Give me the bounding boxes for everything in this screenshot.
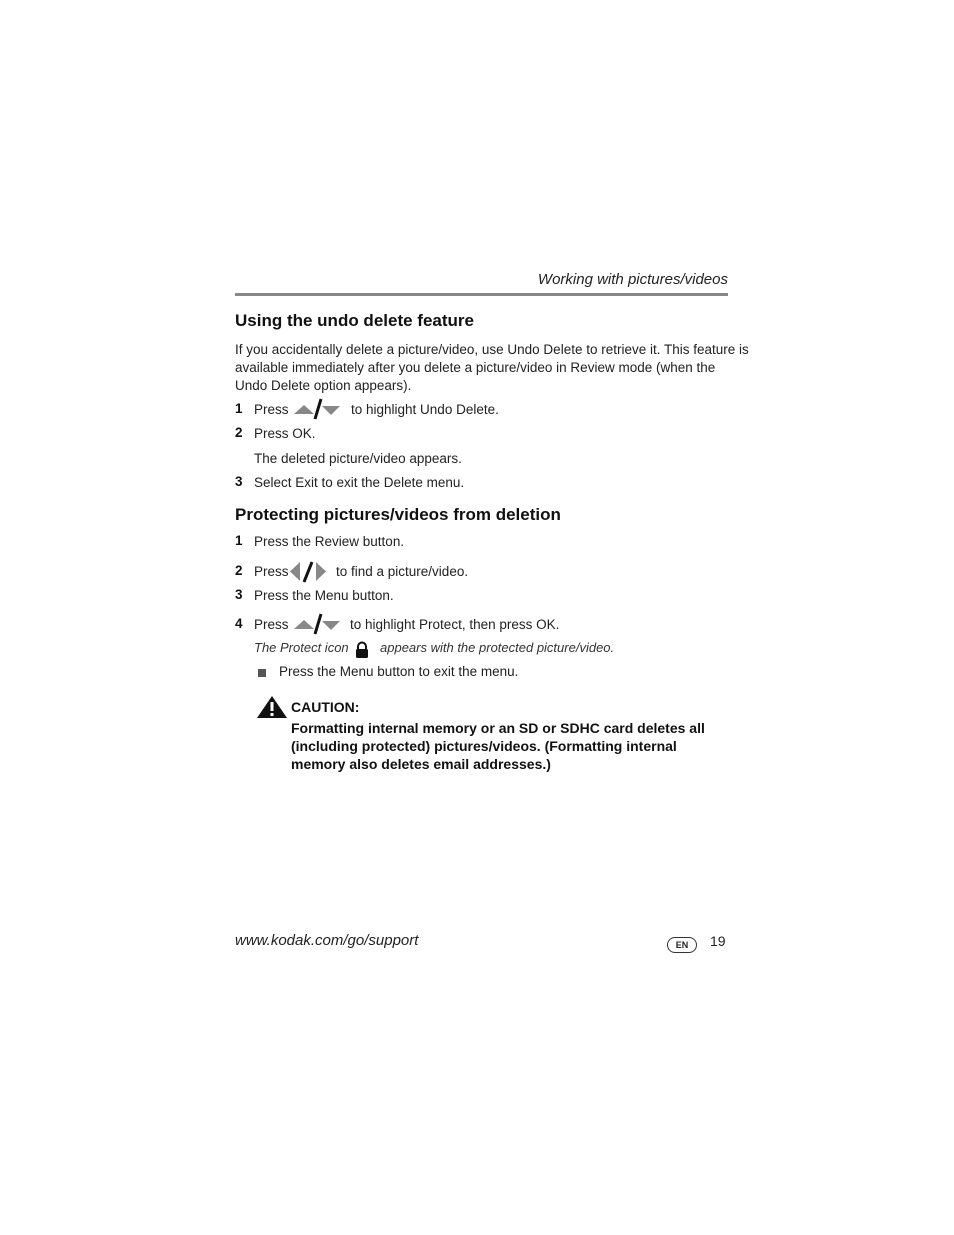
step-text: to highlight Protect, then press OK. — [350, 617, 560, 632]
step-text: Press the Review button. — [254, 534, 405, 549]
page-number: 19 — [710, 933, 726, 949]
caution-line: (including protected) pictures/videos. (Formatting internal — [291, 738, 677, 754]
step-number: 3 — [235, 474, 243, 489]
step-text: Select Exit to exit the Delete menu. — [254, 475, 465, 490]
support-url-link[interactable]: www.kodak.com/go/support — [235, 932, 419, 949]
intro-line: Undo Delete option appears). — [235, 378, 412, 393]
bullet-marker — [258, 669, 266, 677]
protect-note-suffix: appears with the protected picture/video. — [380, 640, 615, 655]
intro-paragraph — [235, 341, 749, 395]
step-number: 4 — [235, 616, 243, 631]
section-heading-protecting: Protecting pictures/videos from deletion — [235, 505, 561, 524]
step-number: 2 — [235, 563, 243, 578]
step-press-label: Press — [254, 617, 289, 632]
step-note: The deleted picture/video appears. — [254, 451, 462, 466]
caution-title: CAUTION: — [291, 699, 360, 715]
step-text: Press OK. — [254, 426, 316, 441]
step-press-label: Press — [254, 402, 289, 417]
intro-line: If you accidentally delete a picture/video, use Undo Delete to retrieve it. This feature is — [235, 342, 749, 357]
bullet-text: Press the Menu button to exit the menu. — [279, 664, 519, 679]
step-number: 1 — [235, 533, 243, 548]
running-header: Working with pictures/videos — [537, 271, 728, 288]
step-press-label: Press — [254, 564, 289, 579]
step-text: Press the Menu button. — [254, 588, 394, 603]
intro-line: available immediately after you delete a picture/video in Review mode (when the — [235, 360, 716, 375]
caution-body — [291, 719, 731, 773]
step-number: 3 — [235, 587, 243, 602]
section-heading-undo-delete: Using the undo delete feature — [235, 311, 474, 330]
up-down-arrow-icon — [292, 612, 342, 636]
language-badge: EN — [667, 937, 697, 953]
step-number: 1 — [235, 401, 243, 416]
caution-line: Formatting internal memory or an SD or SDHC card deletes all — [291, 720, 705, 736]
up-down-arrow-icon — [292, 397, 342, 421]
step-text: to find a picture/video. — [336, 564, 469, 579]
caution-line: memory also deletes email addresses.) — [291, 756, 551, 772]
left-right-arrow-icon — [288, 560, 330, 584]
header-rule — [235, 293, 728, 296]
step-number: 2 — [235, 425, 243, 440]
lock-icon — [354, 641, 370, 659]
step-text: to highlight Undo Delete. — [351, 402, 499, 417]
protect-note-prefix: The Protect icon — [254, 640, 349, 655]
warning-triangle-icon — [256, 695, 288, 719]
